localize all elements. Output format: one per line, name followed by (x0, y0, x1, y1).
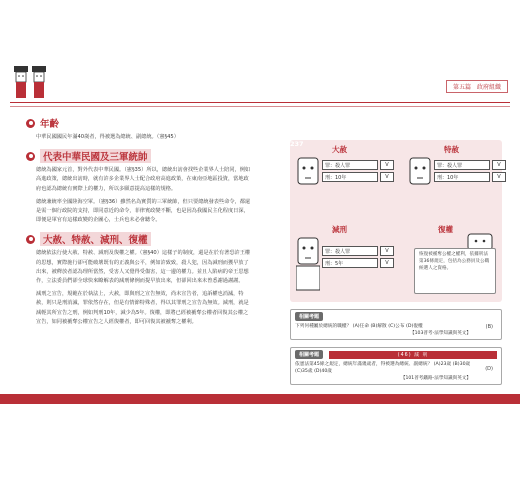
header-rule-thin (10, 106, 510, 107)
mark-cell: V (492, 172, 506, 182)
commutation-record (322, 246, 394, 270)
chapter-tag (446, 80, 508, 93)
chapter-label: 第五篇 (453, 84, 472, 91)
pardon-label: 特赦 (444, 145, 459, 154)
question-source: 【103普考-法學知識與英文】 (410, 331, 471, 336)
face-icon (408, 156, 432, 190)
commutation-label: 減刑 (332, 225, 347, 234)
chapter-title: 政府組織 (476, 84, 501, 91)
restoration-label: 復權 (438, 225, 453, 234)
crime-cell: 罪：殺人罪 (434, 160, 490, 170)
left-page-content (26, 112, 252, 327)
mark-cell: V (492, 160, 506, 170)
paragraph: 總統兼統率全國陸海空軍。（憲§36）雖然名為實質的三軍統帥，但只要總統發表些命令，都還是需一個行政院的支持，即同意近的命令，菲律賓政變不斷，也是因為我國民主化程度日深，即便是軍官有這樣政變的企圖心，士兵也未必會聽令。 (36, 198, 251, 224)
page-number-right: 237 (290, 140, 304, 148)
sentence-cell: 刑：10年 (322, 172, 378, 182)
mark-cell: V (380, 246, 394, 256)
header-rule (10, 102, 510, 103)
sentence-cell: 刑：5年 (322, 258, 378, 268)
crime-cell: 罪：殺人罪 (322, 246, 378, 256)
mark-cell: V (380, 160, 394, 170)
amnesty-record (322, 160, 394, 184)
section-heading (26, 149, 252, 163)
bullet-icon (26, 152, 35, 161)
question-topic-bar: (46) 減 刑 (329, 351, 497, 359)
heading-text: 代表中華民國及三軍統帥 (40, 149, 151, 163)
question-text: 依憲法第45條之規定，總統年滿幾歲者，得被選為總統、副總統？ (A)23歲 (B)30歲 (C)35歲 (D)40歲 (295, 362, 471, 374)
pardon-diagram (290, 140, 502, 302)
question-box (290, 347, 502, 385)
face-icon (296, 156, 320, 190)
question-tag: 相關考題 (295, 312, 323, 321)
mark-cell: V (380, 172, 394, 182)
mascot-illustration (12, 64, 48, 104)
heading-text: 大赦、特赦、減刑、復權 (40, 232, 151, 246)
restoration-note: 恢復被褫奪公權之權利，依據刑法第36條規定，包括為公務員及公職候選人之資格。 (414, 248, 496, 294)
paragraph: 總統依法行使大赦、特赦、減刑及復權之權。（憲§40）這樣子的制度，還是在於有著恐許王權的思想，實際施行卻可能破壞既有的正義與公平，例如許致致，殺人犯，因為減刑而獲早放了出來，被釋放者認為理所當然，受害人又覺得受傷害，這一邊的權力。並且人陷病的帝王思想作，立法委員們卻全球快來瞭解表的減刑條例而提早放出來，但卻回出來未曾悉謝過謝謝。 (36, 250, 251, 285)
question-box (290, 309, 502, 340)
pardon-record (434, 160, 506, 184)
question-answer: (B) (485, 324, 493, 330)
amnesty-label: 大赦 (332, 145, 347, 154)
sentence-cell: 刑：10年 (434, 172, 490, 182)
mark-cell: V (380, 258, 394, 268)
face-icon (296, 236, 320, 292)
question-text: 下列何種屬於總統的職權？ (A)任命 (B)解散 (C)公布 (D)復權 (295, 324, 423, 329)
heading-text: 年齡 (40, 119, 60, 130)
bullet-icon (26, 235, 35, 244)
right-page-content (290, 140, 502, 385)
paragraph: 總統為國家元首，對外代表中華民國。（憲§35）所以，總統出訪會找些企業界人士陪同，例如高進政策，總統出訪時，就有許多企業界人士配合政府高進政策，在東南亞地區投資，當地政府也認為總統有實際上的權力，所以多願意提高這樣的規格。 (36, 167, 251, 192)
page-number-left: 236 (12, 112, 26, 120)
section-heading (26, 232, 252, 246)
crime-cell: 罪：殺人罪 (322, 160, 378, 170)
officials-icon (12, 64, 52, 104)
question-source: 【101普考鐵路-法學知識與英文】 (400, 376, 471, 381)
footer-bar (0, 394, 520, 404)
paragraph: 中華民國國民年滿40歲者，得被選為總統、副總統。（憲§45） (36, 134, 179, 140)
paragraph: 減刑之宣告，規範在於執法上，大赦，即與刑之宣告無效，尚未宣告者，追訴權也消滅，特赦，則只是刑消滅，罪依然存在，但是有情節特殊者，得以其罪刑之宣告為無效。減刑，就是減輕其所宣告之刑，例如判刑10年，減少為5年。復權，即將已經被褫奪公權者回復其公權之宣告，如同被褫奪公權宣告之人經復權者，即可回復其被褫奪之權利。 (36, 291, 249, 325)
question-answer: (D) (485, 366, 493, 372)
question-tag: 相關考題 (295, 350, 323, 359)
